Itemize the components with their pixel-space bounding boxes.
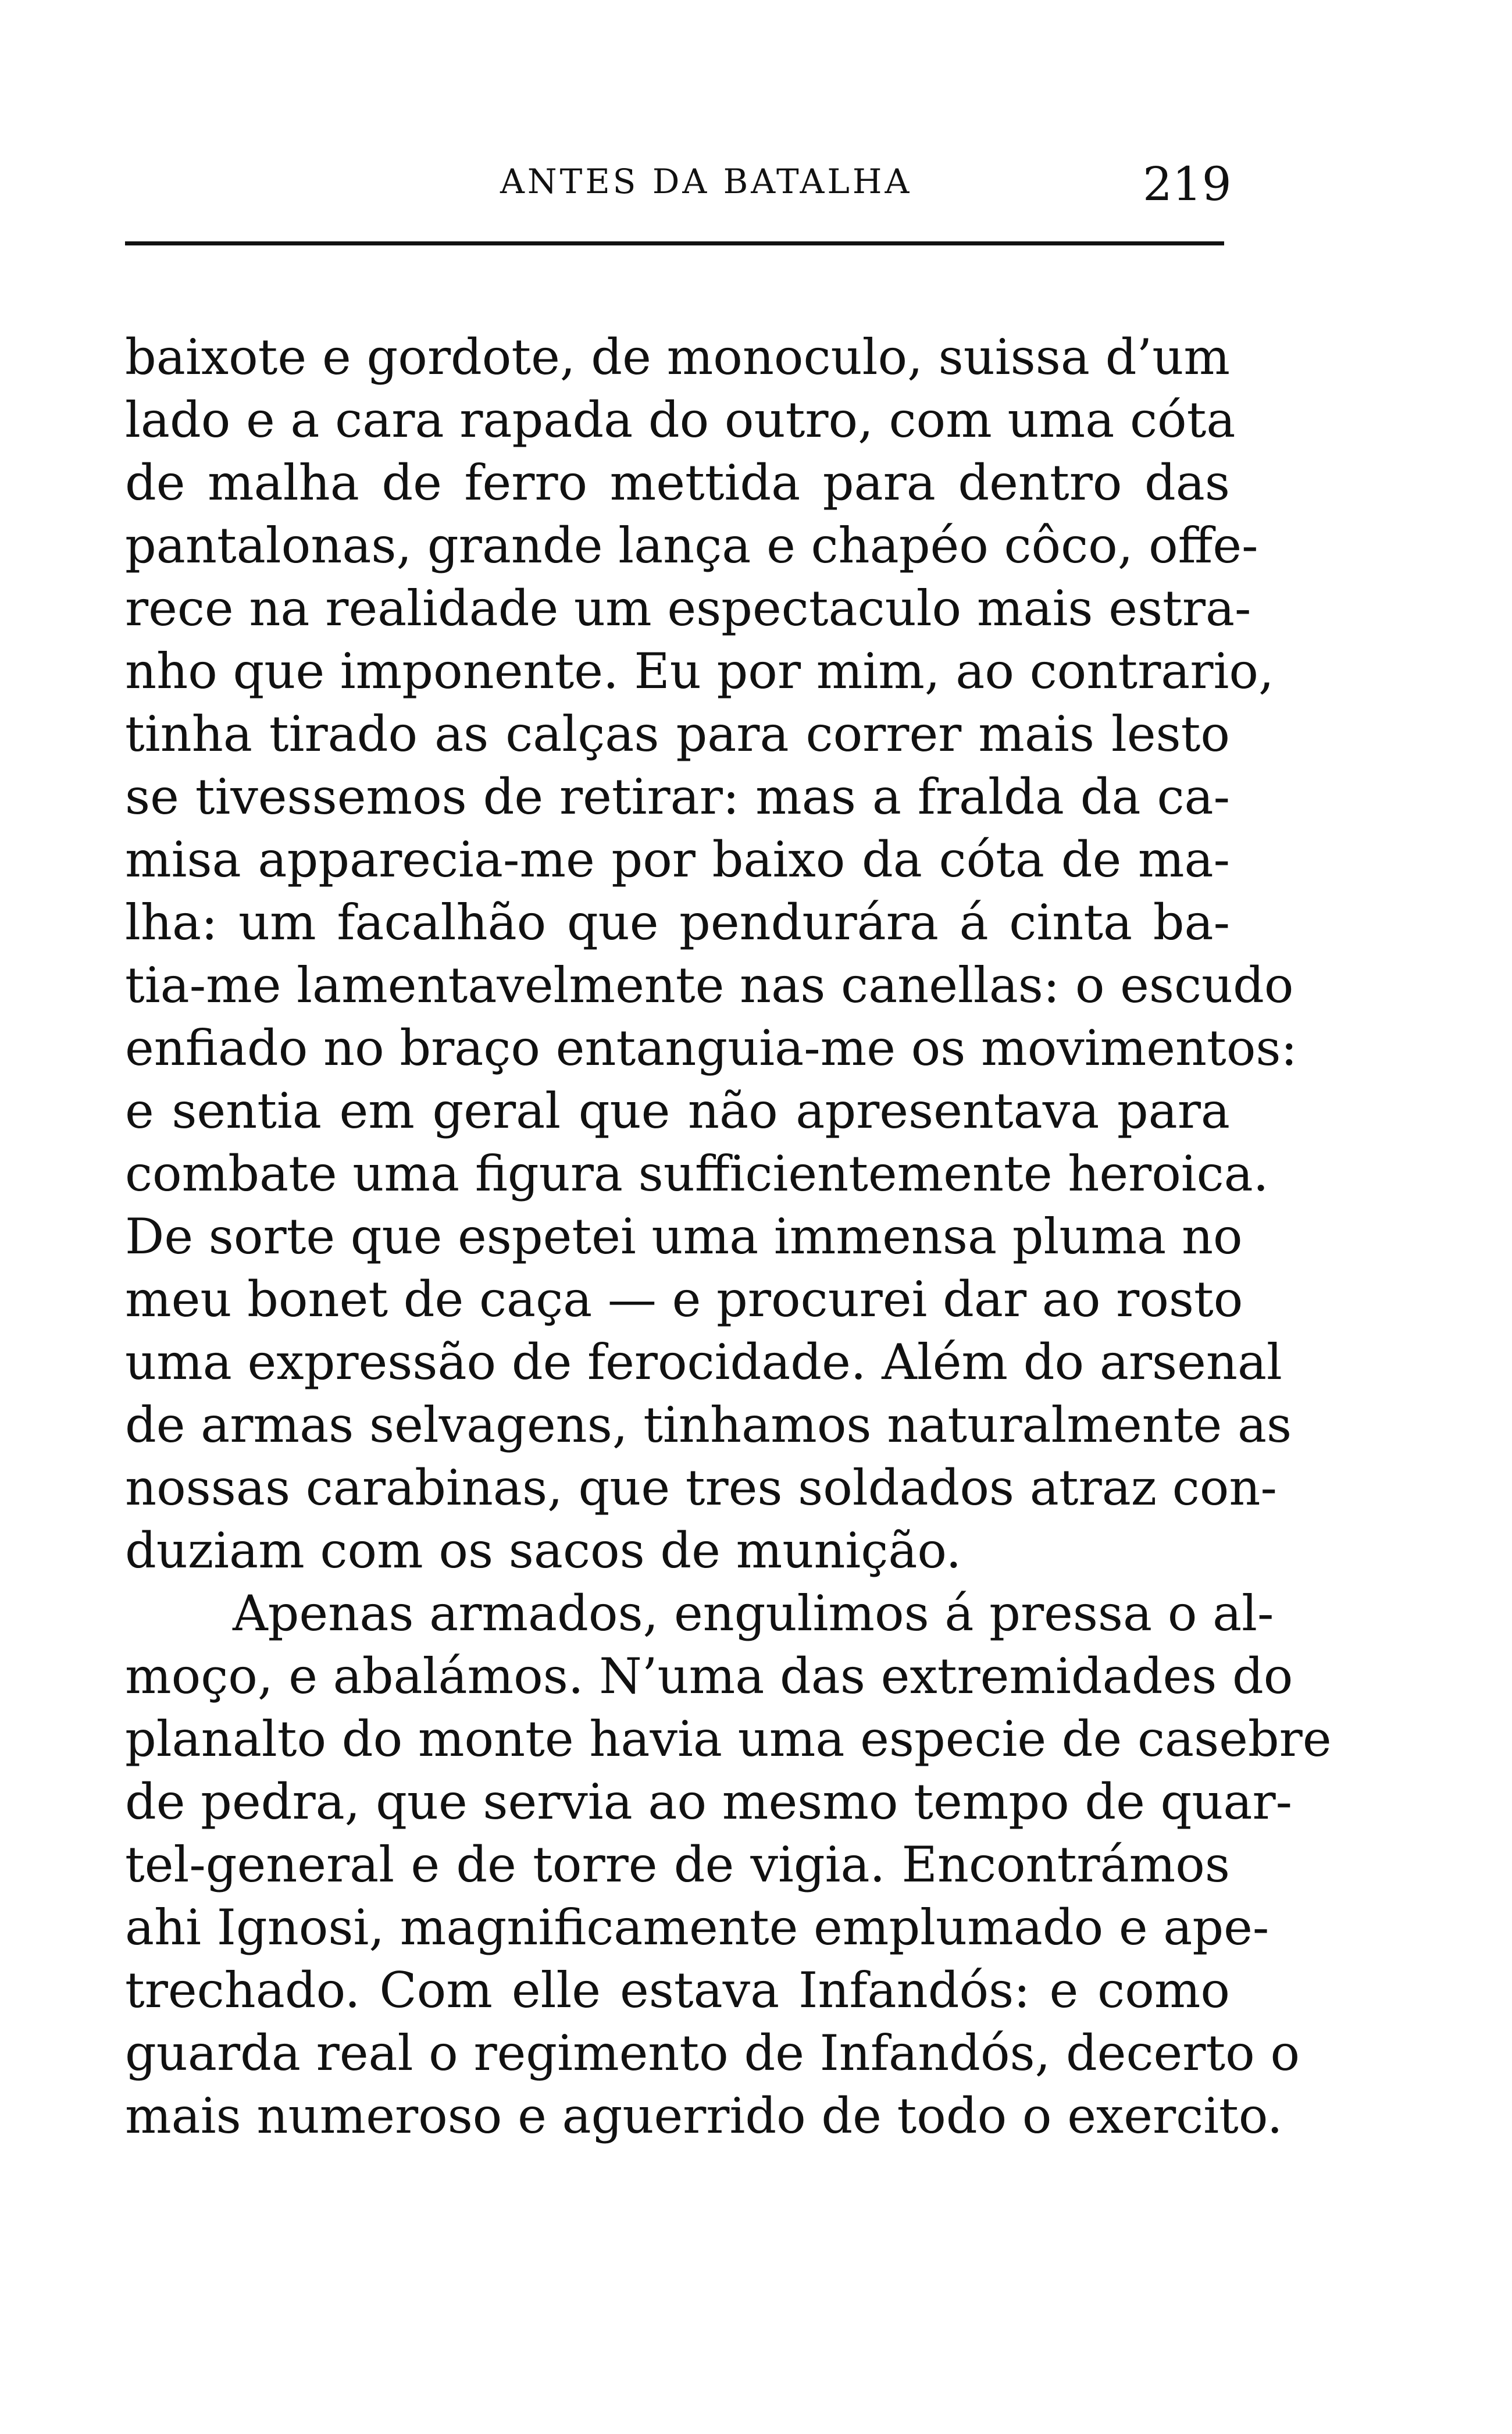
- text-line: pantalonas, grande lança e chapéo côco, offe-: [125, 517, 1258, 574]
- text-line: ahi Ignosi, magnificamente emplumado e ape-: [125, 1899, 1269, 1956]
- text-line: uma expressão de ferocidade. Além do arsenal: [125, 1334, 1282, 1391]
- running-head: [0, 157, 1512, 209]
- text-line: misa apparecia-me por baixo da cóta de ma-: [125, 831, 1230, 888]
- text-line: se tivessemos de retirar: mas a fralda da ca-: [125, 768, 1230, 825]
- text-line: de malha de ferro mettida para dentro das: [125, 454, 1230, 511]
- text-line: rece na realidade um espectaculo mais estra-: [125, 580, 1251, 637]
- text-line: tinha tirado as calças para correr mais lesto: [125, 705, 1230, 762]
- text-line: De sorte que espetei uma immensa pluma no: [125, 1208, 1243, 1265]
- text-line: guarda real o regimento de Infandós, decerto o: [125, 2025, 1300, 2082]
- text-line: meu bonet de caça — e procurei dar ao rosto: [125, 1271, 1243, 1328]
- paragraph-first-line: Apenas armados, engulimos á pressa o al-: [233, 1585, 1274, 1642]
- text-line: moço, e abalámos. N’uma das extremidades do: [125, 1648, 1293, 1705]
- text-line: baixote e gordote, de monoculo, suissa d’um: [125, 329, 1230, 386]
- text-line: de pedra, que servia ao mesmo tempo de quar-: [125, 1773, 1293, 1830]
- running-title: ANTES DA BATALHA: [500, 162, 912, 201]
- body-text: [125, 326, 1332, 2147]
- text-line: lha: um facalhão que pendurára á cinta ba-: [125, 894, 1230, 951]
- header-rule: [125, 241, 1224, 245]
- text-line: tel-general e de torre de vigia. Encontrámos: [125, 1836, 1230, 1893]
- text-line: e sentia em geral que não apresentava para: [125, 1082, 1230, 1139]
- paragraph-end-line: duziam com os sacos de munição.: [125, 1522, 962, 1579]
- text-line: lado e a cara rapada do outro, com uma cóta: [125, 391, 1236, 448]
- text-line: mais numeroso e aguerrido de todo o exercito.: [125, 2087, 1283, 2144]
- page-number: 219: [1143, 157, 1232, 211]
- text-line: tia-me lamentavelmente nas canellas: o escudo: [125, 957, 1294, 1014]
- text-line: de armas selvagens, tinhamos naturalmente as: [125, 1396, 1292, 1453]
- text-line: trechado. Com elle estava Infandós: e como: [125, 1962, 1230, 2019]
- text-line: enfiado no braço entanguia-me os movimentos:: [125, 1020, 1297, 1077]
- text-line: combate uma figura sufficientemente heroica.: [125, 1145, 1269, 1202]
- text-line: planalto do monte havia uma especie de casebre: [125, 1710, 1332, 1767]
- text-line: nho que imponente. Eu por mim, ao contrario,: [125, 643, 1274, 700]
- text-line: nossas carabinas, que tres soldados atraz con-: [125, 1459, 1277, 1516]
